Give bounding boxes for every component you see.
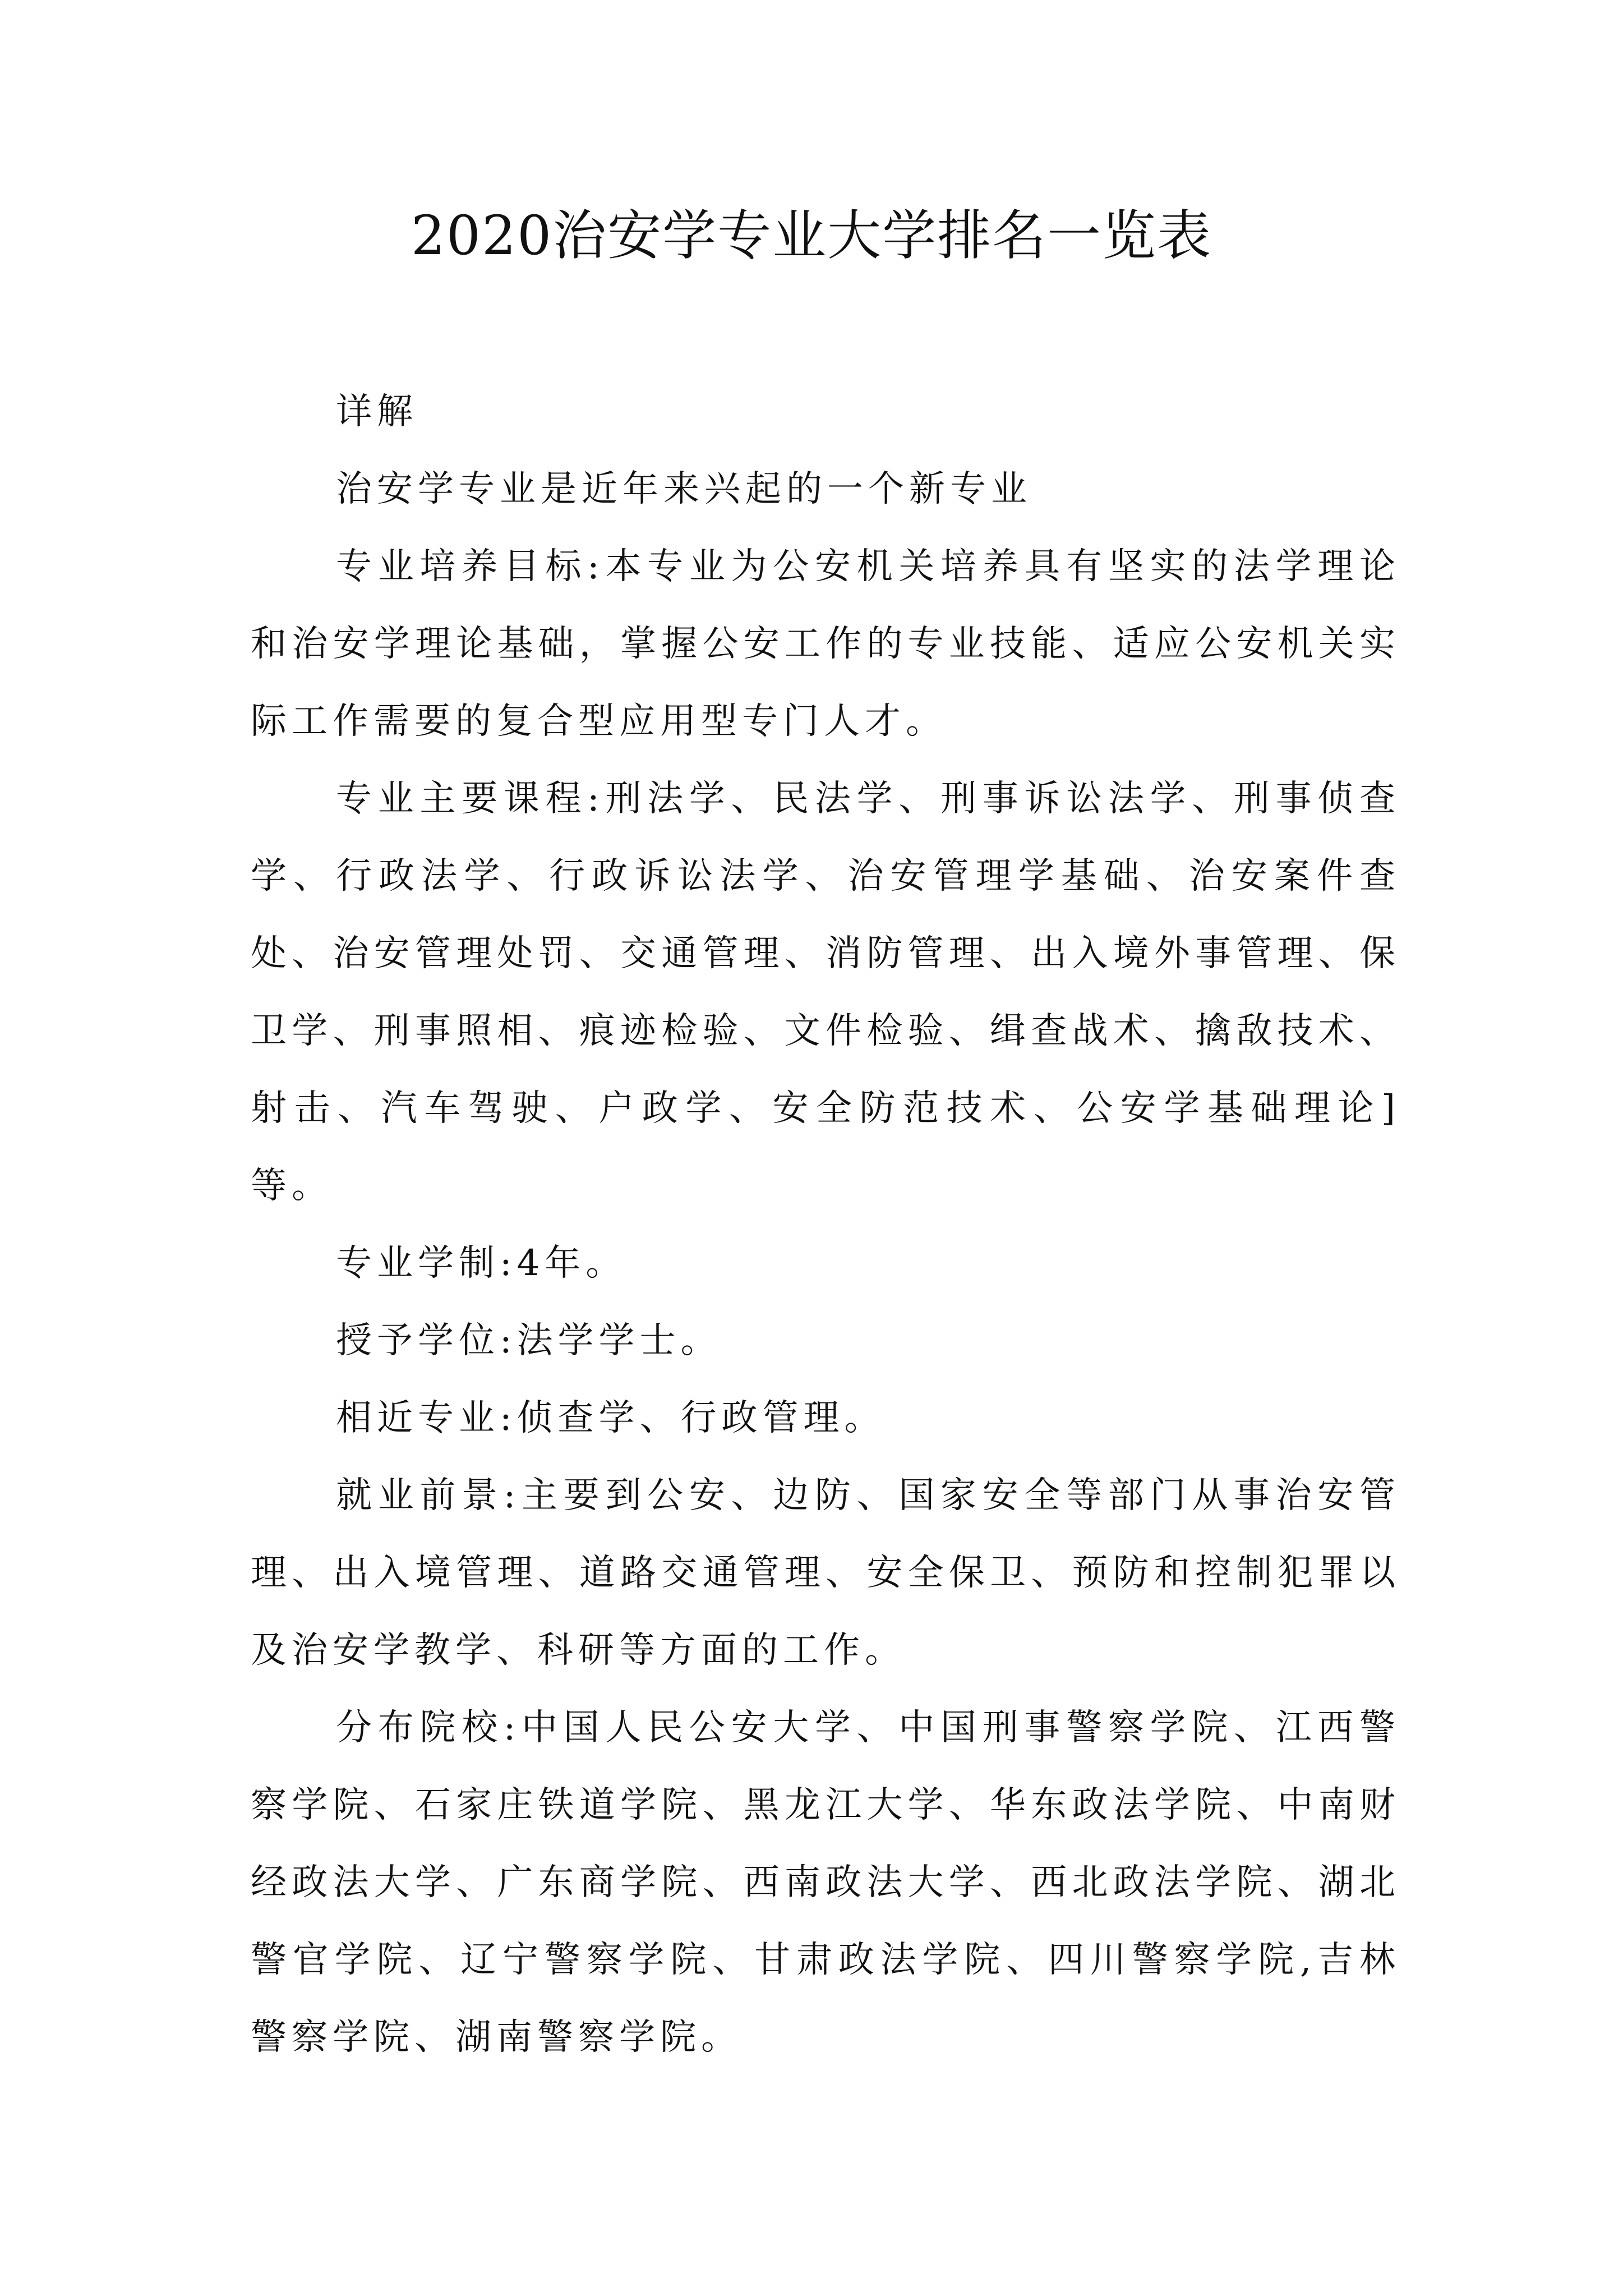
paragraph-detail-heading: 详解 bbox=[336, 391, 418, 432]
paragraph-duration: 专业学制:4年。 bbox=[336, 1243, 627, 1284]
paragraph-training-goal: 专业培养目标:本专业为公安机关培养具有坚实的法学理论和治安学理论基础，掌握公安工作的专业技能、适应公安机关实际工作需要的复合型应用型专门人才。 bbox=[251, 546, 1400, 742]
document-title: 2020治安学专业大学排名一览表 bbox=[411, 204, 1212, 267]
paragraph-institutions: 分布院校:中国人民公安大学、中国刑事警察学院、江西警察学院、石家庄铁道学院、黑龙江大学、华东政法学院、中南财经政法大学、广东商学院、西南政法大学、西北政法学院、湖北警官学院、辽宁警察学院、甘肃政法学院、四川警察学院,吉林警察学院、湖南警察学院。 bbox=[251, 1707, 1400, 2058]
paragraph-career-prospects: 就业前景:主要到公安、边防、国家安全等部门从事治安管理、出入境管理、道路交通管理、安全保卫、预防和控制犯罪以及治安学教学、科研等方面的工作。 bbox=[251, 1475, 1400, 1671]
document-body bbox=[251, 373, 1400, 2076]
paragraph-related-majors: 相近专业:侦查学、行政管理。 bbox=[336, 1397, 886, 1439]
paragraph-degree: 授予学位:法学学士。 bbox=[336, 1320, 722, 1361]
paragraph-main-courses: 专业主要课程:刑法学、民法学、刑事诉讼法学、刑事侦查学、行政法学、行政诉讼法学、治安管理学基础、治安案件查处、治安管理处罚、交通管理、消防管理、出入境外事管理、保卫学、刑事照相、痕迹检验、文件检验、缉查战术、擒敌技术、射击、汽车驾驶、户政学、安全防范技术、公安学基础理论]等。 bbox=[251, 778, 1400, 1207]
paragraph-intro: 治安学专业是近年来兴起的一个新专业 bbox=[336, 468, 1032, 510]
